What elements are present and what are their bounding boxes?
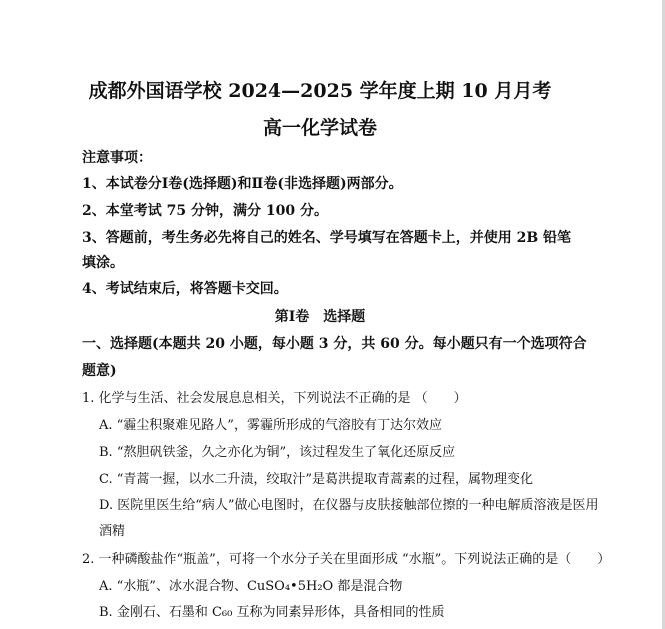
notice-item-3-cont: 填涂。 [82, 255, 124, 271]
question-1-option-d-cont: 酒精 [99, 524, 126, 539]
notice-item-3: 3、答题前，考生务必先将自己的姓名、学号填写在答题卡上，并使用 2B 铅笔 [82, 230, 572, 246]
notice-item-4: 4、考试结束后，将答题卡交回。 [82, 281, 288, 297]
question-1-stem: 1. 化学与生活、社会发展息息相关，下列说法不正确的是 （ ） [82, 391, 467, 406]
section-instruction: 一、选择题(本题共 20 小题，每小题 3 分，共 60 分。每小题只有一个选项符合 [82, 336, 587, 352]
question-1-option-b: B. “熬胆矾铁釜，久之亦化为铜”，该过程发生了氧化还原反应 [99, 445, 456, 460]
notice-item-2: 2、本堂考试 75 分钟，满分 100 分。 [82, 203, 328, 219]
question-1-option-a: A. “霾尘积聚难见路人”，雾霾所形成的气溶胶有丁达尔效应 [99, 418, 442, 433]
question-2-option-b: B. 金刚石、石墨和 C₆₀ 互称为同素异形体，具备相同的性质 [99, 605, 445, 620]
question-1-option-c: C. “青蒿一握，以水二升渍，绞取汁”是葛洪提取青蒿素的过程，属物理变化 [99, 472, 534, 487]
question-1-option-d: D. 医院里医生给“病人”做心电图时，在仪器与皮肤接触部位擦的一种电解质溶液是医用 [99, 498, 599, 513]
exam-title: 成都外国语学校 2024—2025 学年度上期 10 月月考 [88, 80, 552, 102]
section-instruction-cont: 题意) [82, 363, 117, 379]
question-2-option-a: A. “水瓶”、冰水混合物、CuSO₄•5H₂O 都是混合物 [99, 579, 403, 594]
exam-subtitle: 高一化学试卷 [262, 117, 377, 139]
notice-heading: 注意事项： [82, 150, 152, 166]
section-title: 第Ⅰ卷 选择题 [274, 309, 366, 325]
notice-item-1: 1、本试卷分Ⅰ卷(选择题)和Ⅱ卷(非选择题)两部分。 [82, 176, 403, 192]
question-2-stem: 2. 一种磷酸盐作“瓶盖”，可将一个水分子关在里面形成 “水瓶”。下列说法正确的是（ ） [82, 552, 611, 567]
